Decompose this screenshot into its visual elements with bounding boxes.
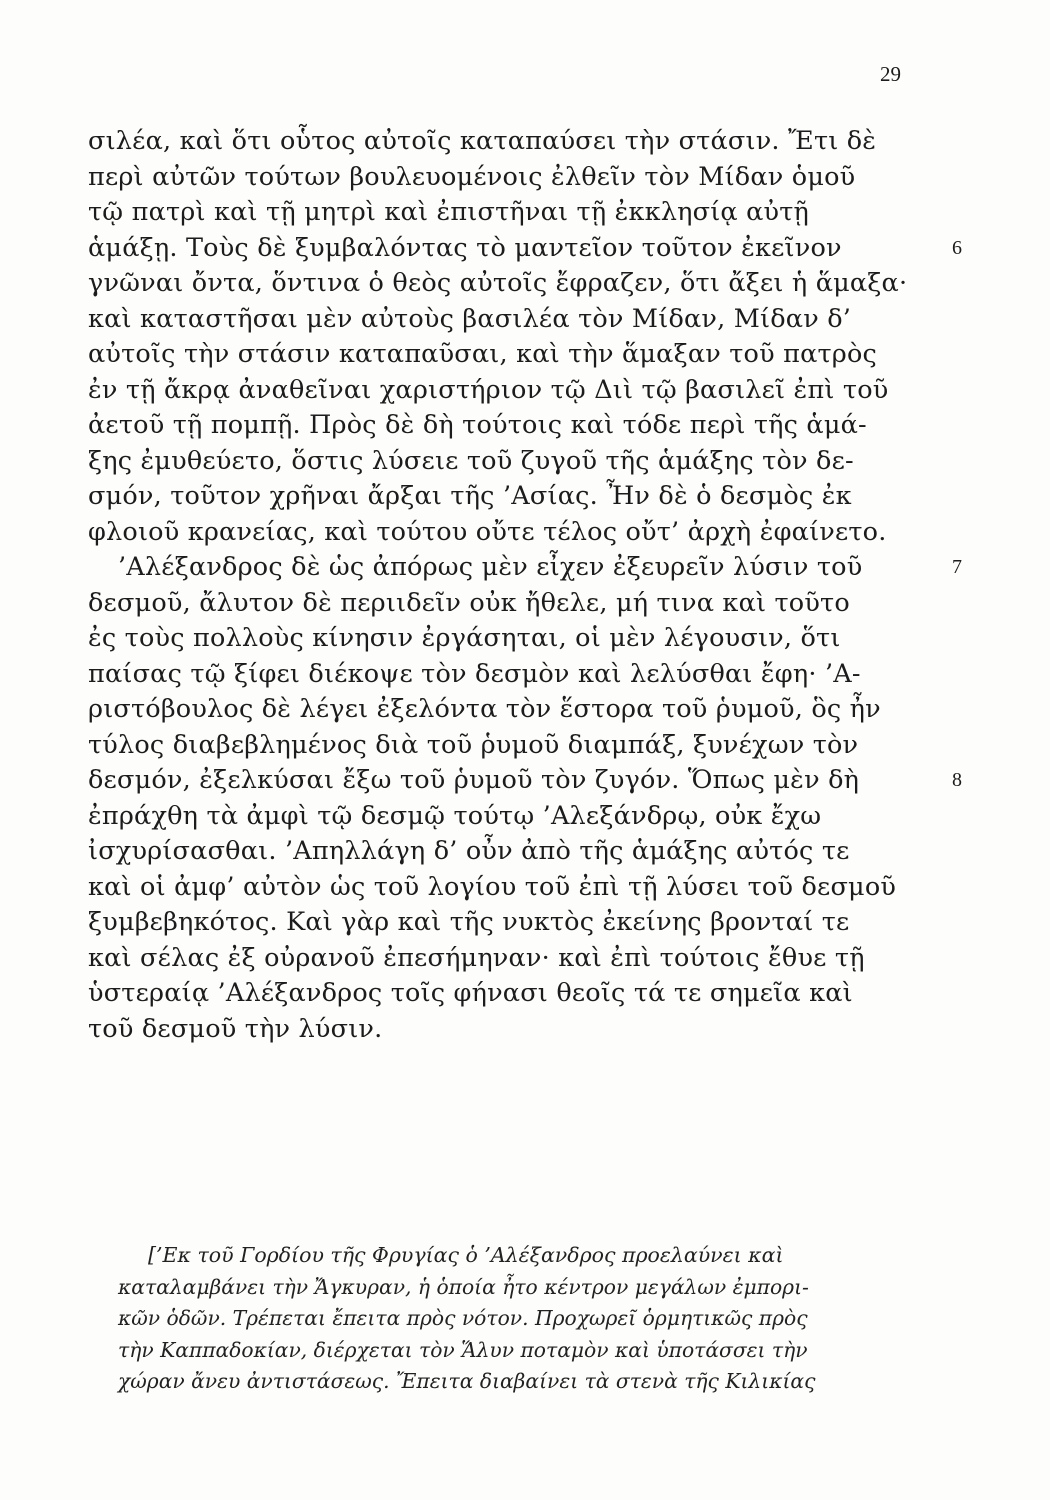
text-line — [88, 302, 948, 338]
text-line-content: ’Αλέξανδρος δὲ ὡς ἀπόρως μὲν εἶχεν ἐξευρεῖν λύσιν τοῦ — [118, 552, 863, 582]
text-line — [88, 692, 948, 728]
text-line-content: περὶ αὐτῶν τούτων βουλευομένοις ἐλθεῖν τὸν Μίδαν ὁμοῦ — [88, 161, 856, 192]
text-line — [88, 266, 948, 302]
text-line — [88, 586, 948, 622]
section-number: 8 — [952, 769, 963, 791]
text-line-content: ξυμβεβηκότος. Καὶ γὰρ καὶ τῆς νυκτὸς ἐκείνης βρονταί τε — [88, 907, 850, 937]
text-line — [88, 905, 948, 941]
text-line — [88, 799, 948, 835]
note-line: τὴν Καππαδοκίαν, διέρχεται τὸν Ἅλυν ποταμὸν καὶ ὑποτάσσει τὴν — [118, 1337, 808, 1362]
text-line — [88, 337, 948, 373]
text-line-content: δεσμόν, ἐξελκύσαι ἔξω τοῦ ῥυμοῦ τὸν ζυγόν. Ὅπως μὲν δὴ — [88, 765, 860, 795]
text-line-content: καὶ οἱ ἀμφ’ αὐτὸν ὡς τοῦ λογίου τοῦ ἐπὶ τῇ λύσει τοῦ δεσμοῦ — [88, 871, 897, 902]
text-line-content: γνῶναι ὄντα, ὅντινα ὁ θεὸς αὐτοῖς ἔφραζεν, ὅτι ἄξει ἡ ἅμαξα· — [88, 268, 908, 298]
text-line-content: αὐτοῖς τὴν στάσιν καταπαῦσαι, καὶ τὴν ἅμαξαν τοῦ πατρὸς — [88, 339, 878, 369]
text-line-content: τοῦ δεσμοῦ τὴν λύσιν. — [88, 1013, 383, 1044]
text-line — [88, 657, 948, 693]
section-number: 7 — [952, 556, 963, 578]
text-line — [88, 834, 948, 870]
text-line-content: ἰσχυρίσασθαι. ’Απηλλάγη δ’ οὖν ἀπὸ τῆς ἁμάξης αὐτός τε — [88, 836, 850, 866]
editorial-note-block — [118, 1240, 948, 1398]
text-line — [88, 870, 948, 906]
text-line — [88, 763, 963, 799]
note-line: καταλαμβάνει τὴν Ἄγκυραν, ἡ ὁποία ἦτο κέντρον μεγάλων ἐμπορι- — [118, 1274, 809, 1299]
text-line-content: ἁμάξῃ. Τοὺς δὲ ξυμβαλόντας τὸ μαντεῖον τοῦτον ἐκεῖνον — [88, 232, 842, 263]
text-line-content: ὑστεραίᾳ ’Αλέξανδρος τοῖς φήνασι θεοῖς τά τε σημεῖα καὶ — [88, 978, 853, 1008]
section-number: 6 — [952, 236, 963, 259]
text-line-content: σμόν, τοῦτον χρῆναι ἄρξαι τῆς ’Ασίας. Ἦν δὲ ὁ δεσμὸς ἐκ — [88, 481, 852, 511]
text-line — [88, 124, 948, 160]
note-line: [’Εκ τοῦ Γορδίου τῆς Φρυγίας ὁ ’Αλέξανδρος προελαύνει καὶ — [148, 1243, 784, 1267]
note-line: κῶν ὁδῶν. Τρέπεται ἔπειτα πρὸς νότον. Προχωρεῖ ὁρμητικῶς πρὸς — [118, 1306, 808, 1330]
text-line-content: ριστόβουλος δὲ λέγει ἐξελόντα τὸν ἕστορα τοῦ ῥυμοῦ, ὃς ἦν — [88, 694, 881, 724]
text-line — [88, 941, 948, 977]
text-line-content: ἐπράχθη τὰ ἀμφὶ τῷ δεσμῷ τούτῳ ’Αλεξάνδρῳ, οὐκ ἔχω — [88, 800, 822, 831]
text-line — [88, 976, 948, 1012]
note-line: χώραν ἄνευ ἀντιστάσεως. Ἔπειτα διαβαίνει τὰ στενὰ τῆς Κιλικίας — [118, 1369, 816, 1393]
text-line-content: σιλέα, καὶ ὅτι οὗτος αὐτοῖς καταπαύσει τὴν στάσιν. Ἔτι δὲ — [88, 126, 877, 156]
text-line — [88, 479, 948, 515]
text-line — [88, 195, 948, 231]
text-line — [88, 728, 948, 764]
text-line-content: ἀετοῦ τῇ πομπῇ. Πρὸς δὲ δὴ τούτοις καὶ τόδε περὶ τῆς ἁμά- — [88, 410, 867, 440]
text-line-content: ἐς τοὺς πολλοὺς κίνησιν ἐργάσηται, οἱ μὲν λέγουσιν, ὅτι — [88, 623, 841, 653]
text-line-content: παίσας τῷ ξίφει διέκοψε τὸν δεσμὸν καὶ λελύσθαι ἔφη· ’Α- — [88, 658, 861, 689]
text-line-content: τῷ πατρὶ καὶ τῇ μητρὶ καὶ ἐπιστῆναι τῇ ἐκκλησίᾳ αὐτῇ — [88, 197, 810, 227]
main-text-block — [88, 124, 963, 1047]
text-line-content: τύλος διαβεβλημένος διὰ τοῦ ῥυμοῦ διαμπάξ, ξυνέχων τὸν — [88, 729, 859, 760]
text-line — [88, 373, 948, 409]
page-number: 29 — [880, 62, 901, 86]
text-line-content: καὶ καταστῆσαι μὲν αὐτοὺς βασιλέα τὸν Μίδαν, Μίδαν δ’ — [88, 303, 852, 334]
text-line-content: δεσμοῦ, ἄλυτον δὲ περιιδεῖν οὐκ ἤθελε, μή τινα καὶ τοῦτο — [88, 587, 850, 618]
text-line — [88, 444, 948, 480]
text-line — [88, 408, 948, 444]
text-line — [88, 515, 948, 551]
text-line — [88, 1012, 948, 1048]
text-line — [88, 231, 963, 267]
text-line-content: φλοιοῦ κρανείας, καὶ τούτου οὔτε τέλος οὔτ’ ἀρχὴ ἐφαίνετο. — [88, 516, 887, 547]
text-line — [88, 160, 948, 196]
text-line-content: καὶ σέλας ἐξ οὐρανοῦ ἐπεσήμηναν· καὶ ἐπὶ τούτοις ἔθυε τῇ — [88, 942, 865, 973]
text-line — [88, 621, 948, 657]
text-line-content: ξης ἐμυθεύετο, ὅστις λύσειε τοῦ ζυγοῦ τῆς ἁμάξης τὸν δε- — [88, 445, 854, 476]
text-line — [88, 550, 963, 586]
text-line-content: ἐν τῇ ἄκρᾳ ἀναθεῖναι χαριστήριον τῷ Διὶ τῷ βασιλεῖ ἐπὶ τοῦ — [88, 374, 889, 405]
